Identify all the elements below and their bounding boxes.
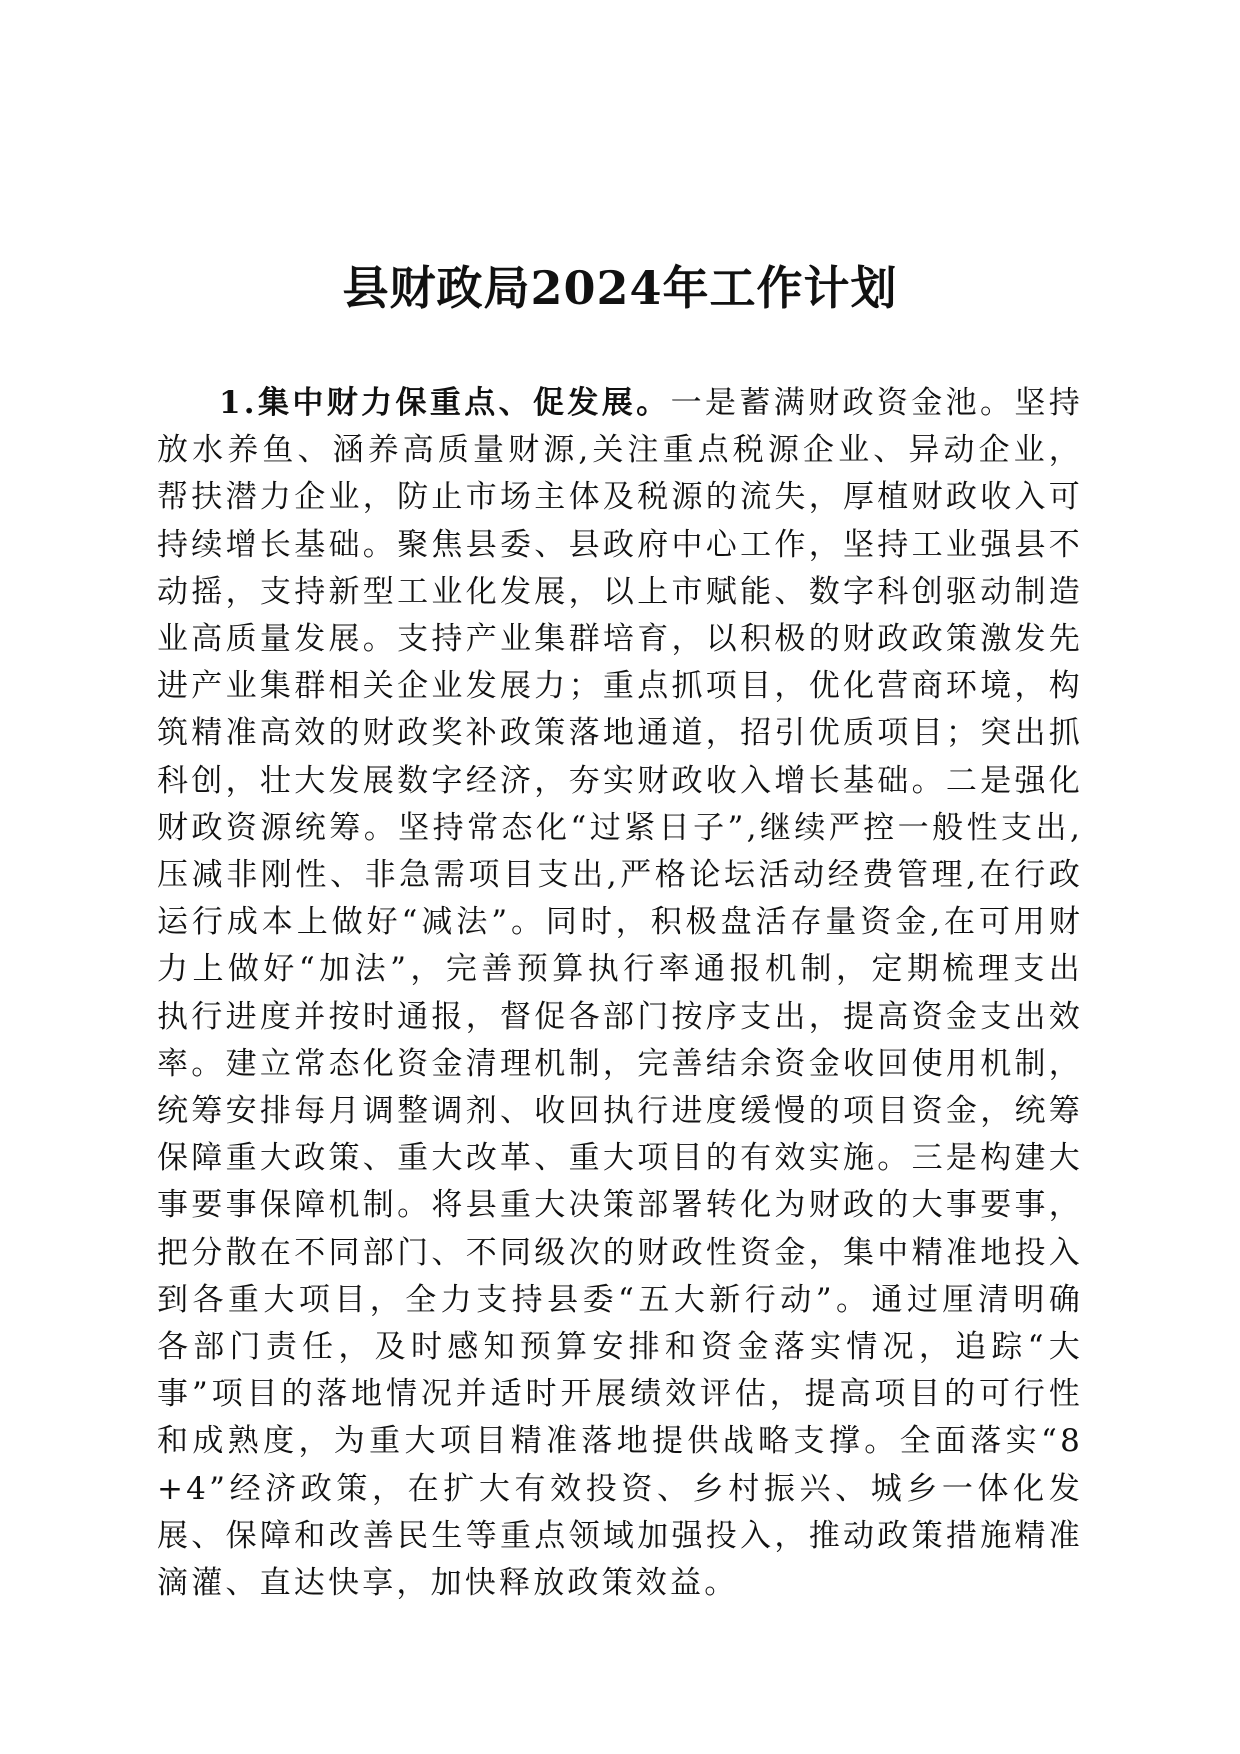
document-title: 县财政局2024年工作计划 [342, 261, 898, 315]
section-1-heading: 1.集中财力保重点、促发展。 [219, 385, 671, 421]
document-body [157, 380, 1083, 1607]
section-1-paragraph [157, 380, 1083, 1607]
section-1-text: 一是蓄满财政资金池。坚持放水养鱼、涵养高质量财源,关注重点税源企业、异动企业，帮扶潜力企业，防止市场主体及税源的流失，厚植财政收入可持续增长基础。聚焦县委、县政府中心工作，坚持工业强县不动摇，支持新型工业化发展，以上市赋能、数字科创驱动制造业高质量发展。支持产业集群培育，以积极的财政政策激发先进产业集群相关企业发展力；重点抓项目，优化营商环境，构筑精准高效的财政奖补政策落地通道，招引优质项目；突出抓科创，壮大发展数字经济，夯实财政收入增长基础。二是强化财政资源统筹。坚持常态化“过紧日子”,继续严控一般性支出,压减非刚性、非急需项目支出,严格论坛活动经费管理,在行政运行成本上做好“减法”。同时，积极盘活存量资金,在可用财力上做好“加法”，完善预算执行率通报机制，定期梳理支出执行进度并按时通报，督促各部门按序支出，提高资金支出效率。建立常态化资金清理机制，完善结余资金收回使用机制，统筹安排每月调整调剂、收回执行进度缓慢的项目资金，统筹保障重大政策、重大改革、重大项目的有效实施。三是构建大事要事保障机制。将县重大决策部署转化为财政的大事要事，把分散在不同部门、不同级次的财政性资金，集中精准地投入到各重大项目，全力支持县委“五大新行动”。通过厘清明确各部门责任，及时感知预算安排和资金落实情况，追踪“大事”项目的落地情况并适时开展绩效评估，提高项目的可行性和成熟度，为重大项目精准落地提供战略支撑。全面落实“8+4”经济政策，在扩大有效投资、乡村振兴、城乡一体化发展、保障和改善民生等重点领域加强投入，推动政策措施精准滴灌、直达快享，加快释放政策效益。 [157, 385, 1083, 1602]
